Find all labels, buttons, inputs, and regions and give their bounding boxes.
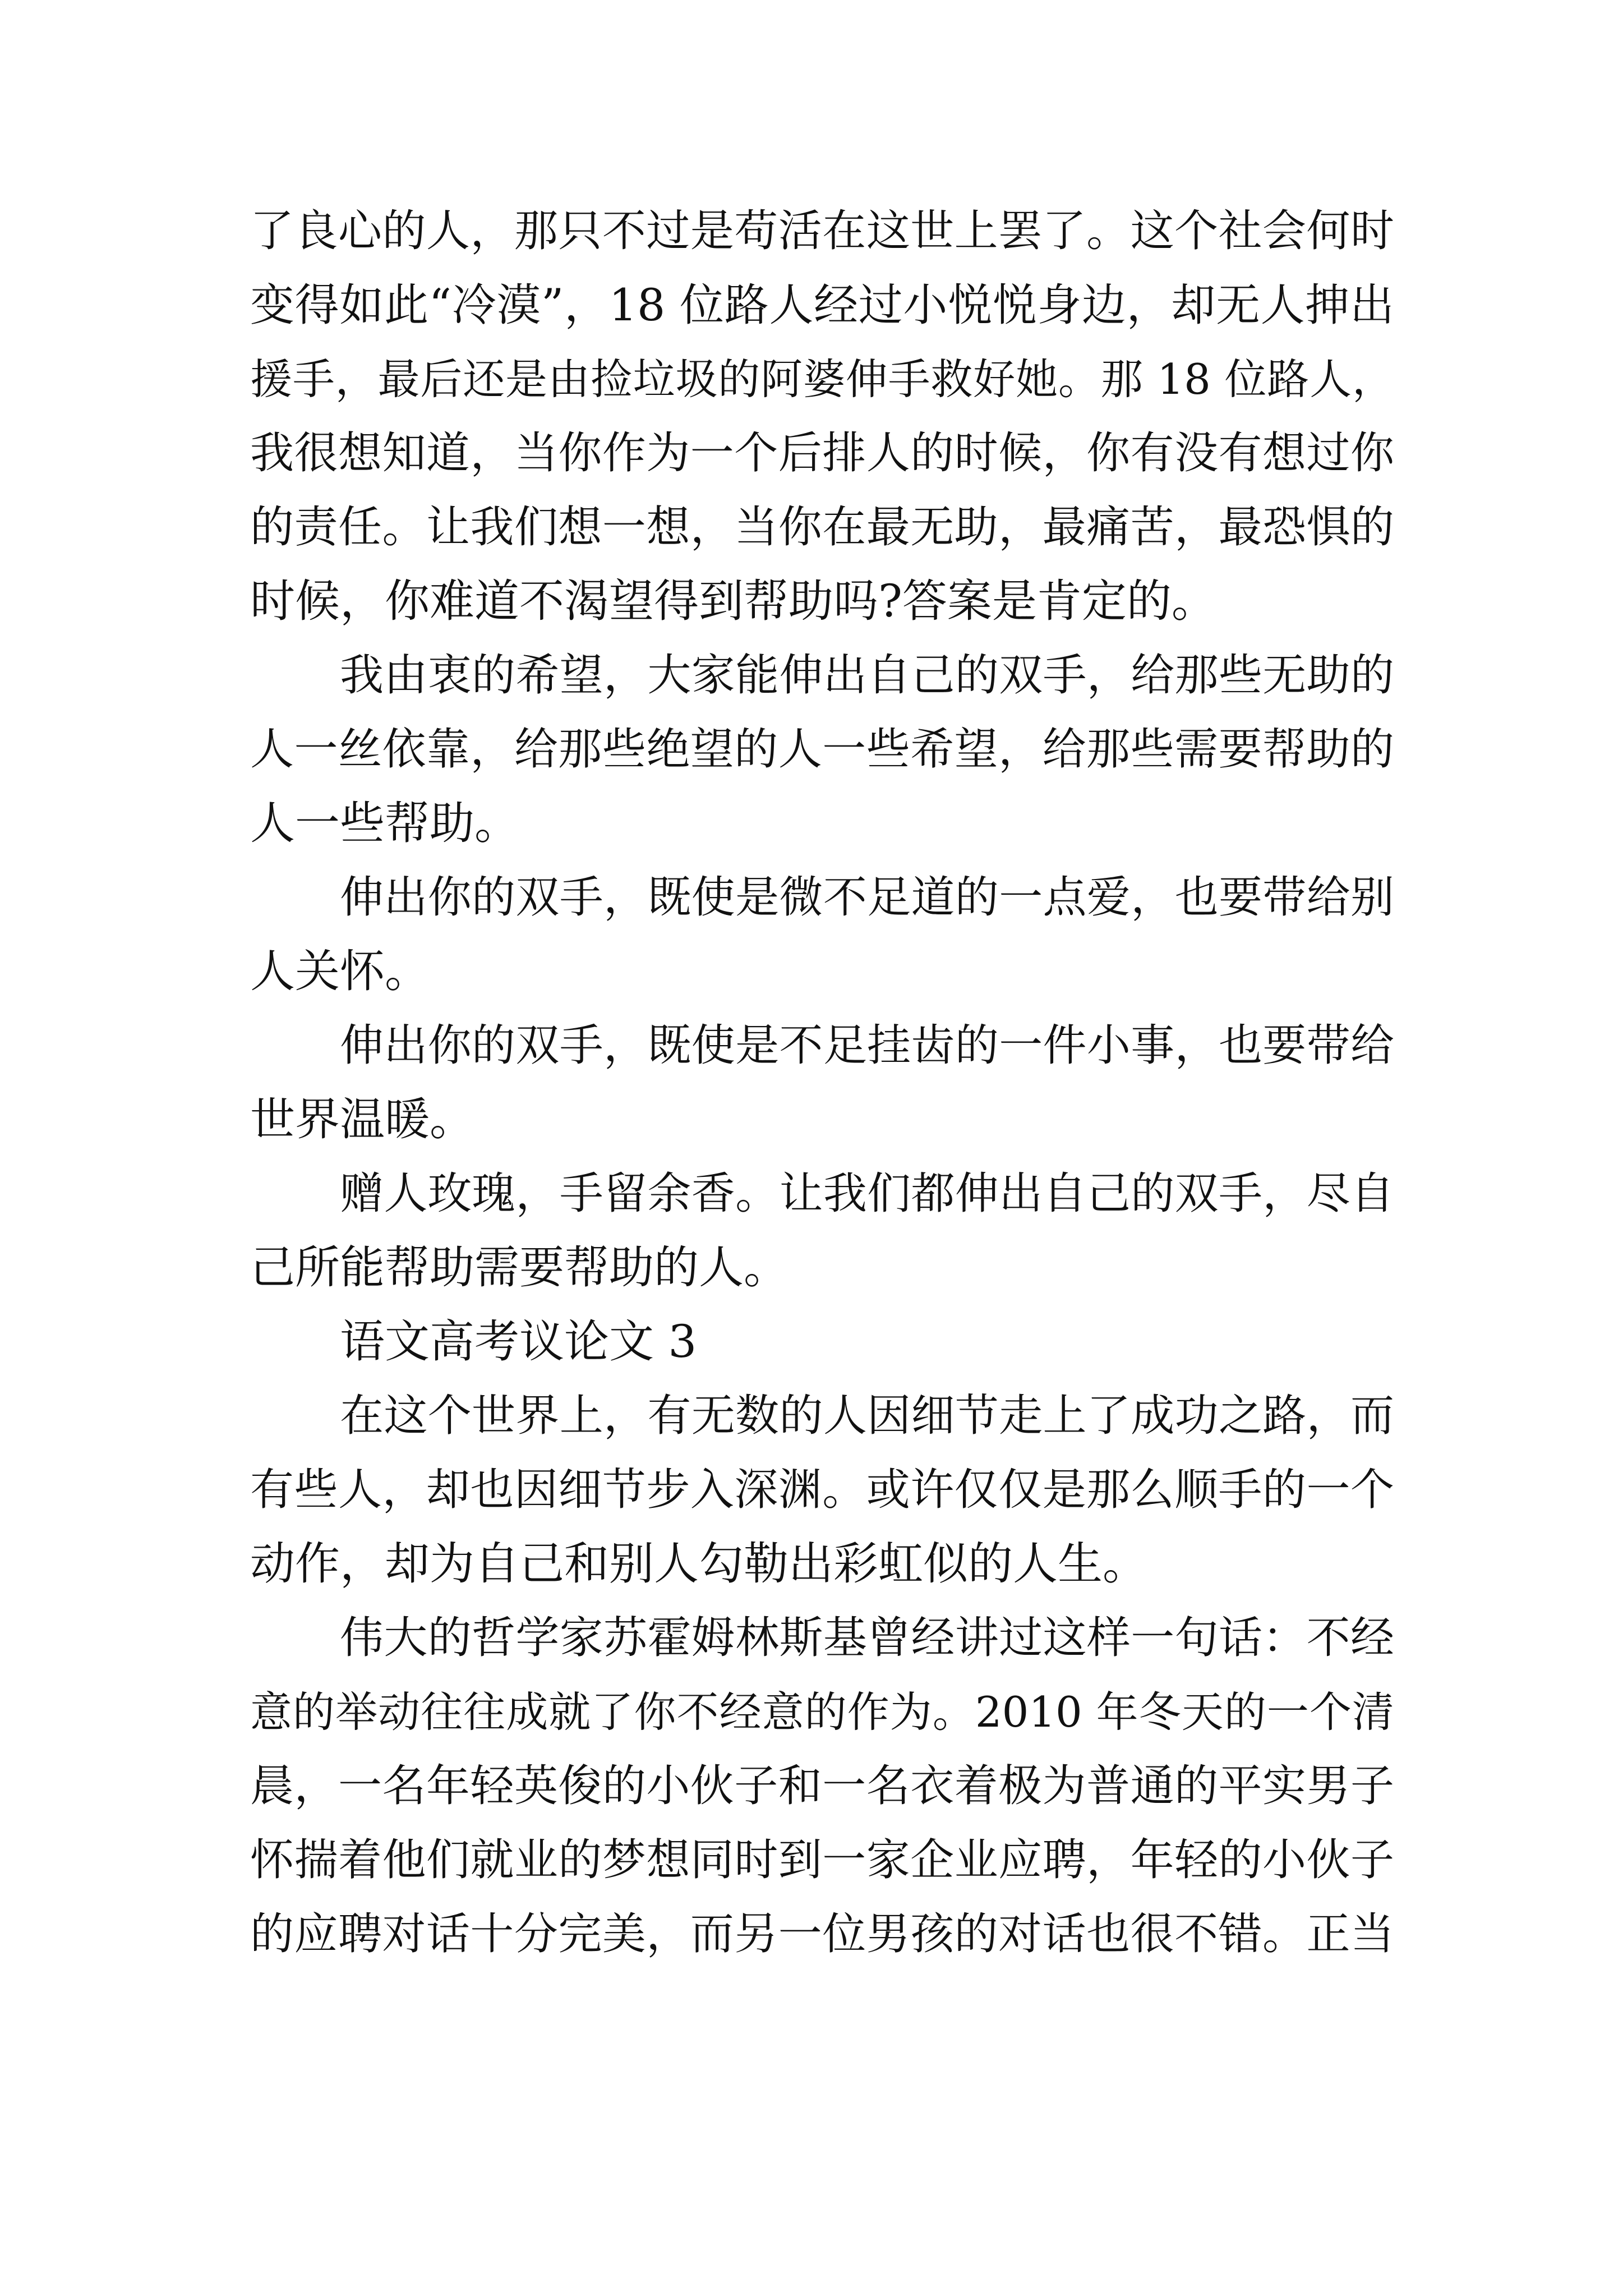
text-line: 人一丝依靠，给那些绝望的人一些希望，给那些需要帮助的 <box>250 724 1394 775</box>
text-line: 晨，一名年轻英俊的小伙子和一名衣着极为普通的平实男子 <box>250 1761 1394 1811</box>
text-line: 己所能帮助需要帮助的人。 <box>250 1241 789 1294</box>
text-line: 援手，最后还是由捡垃圾的阿婆伸手救好她。那 18 位路人， <box>250 355 1394 404</box>
text-line: 我由衷的希望，大家能伸出自己的双手，给那些无助的 <box>340 650 1394 701</box>
text-line: 有些人，却也因细节步入深渊。或许仅仅是那么顺手的一个 <box>250 1465 1394 1515</box>
text-line: 变得如此“冷漠”，18 位路人经过小悦悦身边，却无人抻出 <box>250 279 1394 331</box>
text-line: 世界温暖。 <box>250 1093 474 1145</box>
section-heading: 语文高考议论文 3 <box>340 1315 697 1368</box>
text-line: 伸出你的双手，既使是不足挂齿的一件小事，也要带给 <box>340 1020 1394 1071</box>
text-line: 怀揣着他们就业的梦想同时到一家企业应聘，年轻的小伙子 <box>250 1835 1394 1885</box>
text-line: 在这个世界上，有无数的人因细节走上了成功之路，而 <box>340 1391 1394 1441</box>
text-line: 意的举动往往成就了你不经意的作为。2010 年冬天的一个清 <box>250 1687 1394 1737</box>
text-line: 时候，你难道不渴望得到帮助吗?答案是肯定的。 <box>250 575 1216 627</box>
text-line: 我很想知道，当你作为一个后排人的时候，你有没有想过你 <box>250 428 1394 478</box>
text-line: 人关怀。 <box>250 945 430 997</box>
text-line: 的应聘对话十分完美，而另一位男孩的对话也很不错。正当 <box>250 1909 1394 1959</box>
text-line: 赠人玫瑰，手留余香。让我们都伸出自己的双手，尽自 <box>340 1168 1394 1219</box>
text-line: 人一些帮助。 <box>250 797 519 849</box>
text-line: 伟大的哲学家苏霍姆林斯基曾经讲过这样一句话：不经 <box>340 1613 1394 1663</box>
text-line: 了良心的人，那只不过是苟活在这世上罢了。这个社会何时 <box>250 206 1394 256</box>
document-body <box>250 194 1394 1971</box>
text-line: 的责任。让我们想一想，当你在最无助，最痛苦，最恐惧的 <box>250 502 1394 553</box>
text-line: 动作，却为自己和别人勾勒出彩虹似的人生。 <box>250 1538 1147 1590</box>
text-line: 伸出你的双手，既使是微不足道的一点爱，也要带给别 <box>340 872 1394 923</box>
